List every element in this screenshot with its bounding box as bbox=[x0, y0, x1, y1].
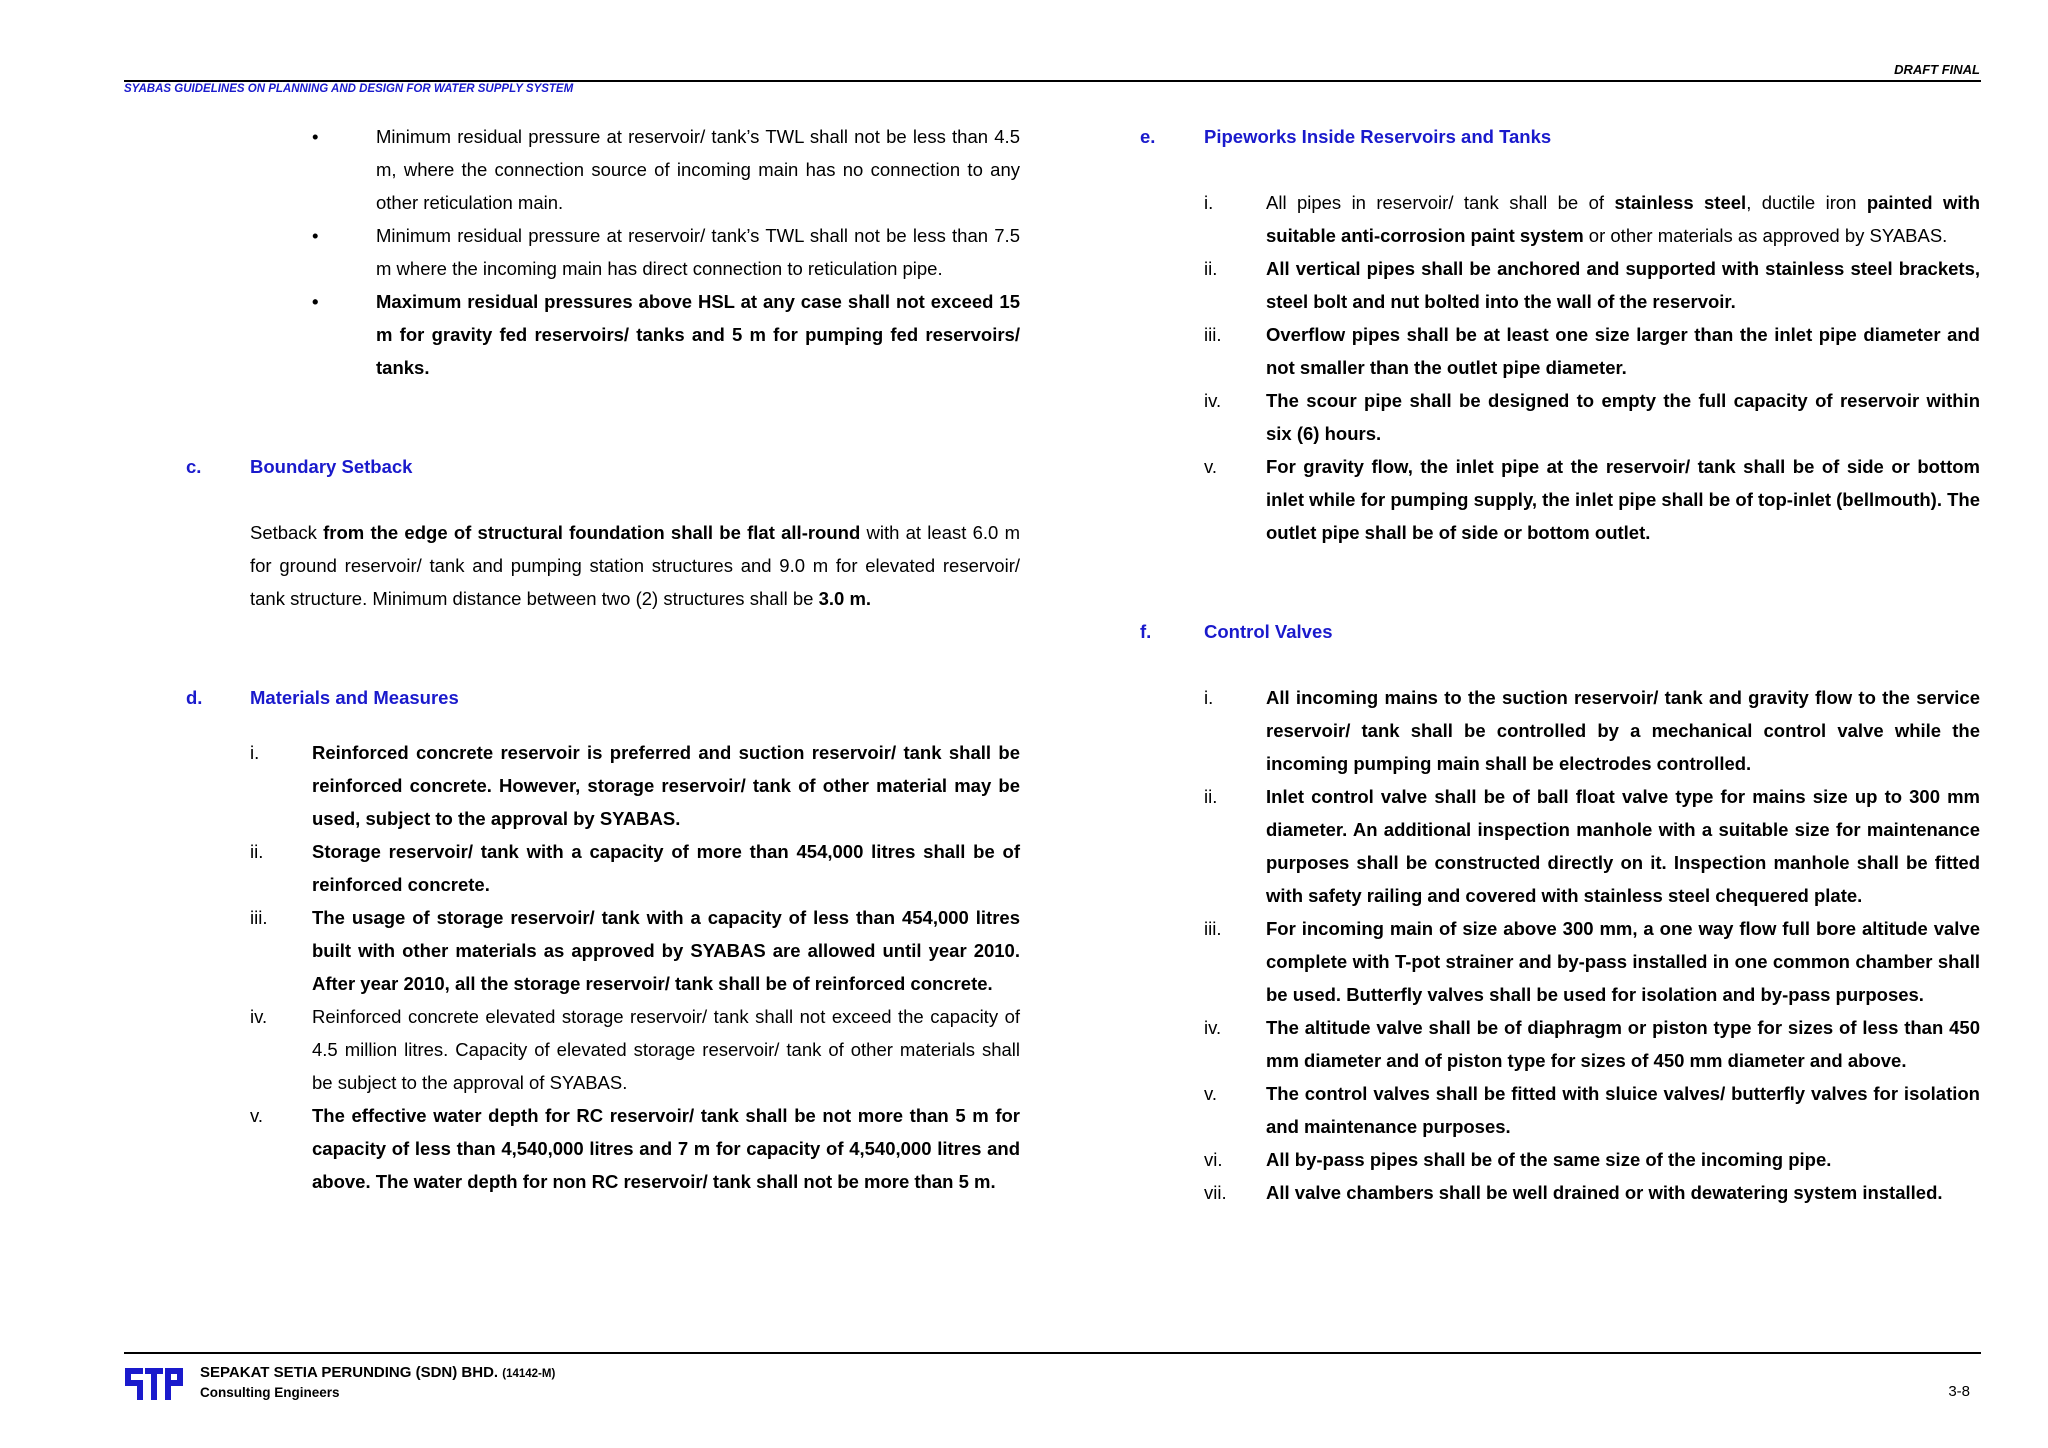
item-text: All pipes in reservoir/ tank shall be of bbox=[1266, 192, 1615, 213]
item-text: Overflow pipes shall be at least one size larger than the inlet pipe diameter and not smaller than the outlet pipe diameter. bbox=[1266, 324, 1980, 378]
section-title: Materials and Measures bbox=[250, 687, 459, 708]
list-item bbox=[1140, 186, 1980, 252]
item-number: v. bbox=[250, 1105, 264, 1126]
section-heading-materials-measures bbox=[124, 681, 1020, 714]
list-item bbox=[1140, 1143, 1980, 1176]
item-number: iv. bbox=[1204, 1017, 1222, 1038]
company-registration: (14142-M) bbox=[502, 1368, 556, 1380]
section-title: Boundary Setback bbox=[250, 456, 413, 477]
bullet-icon: • bbox=[312, 126, 319, 147]
item-number: ii. bbox=[1204, 258, 1218, 279]
item-number: vi. bbox=[1204, 1149, 1223, 1170]
item-number: v. bbox=[1204, 456, 1218, 477]
item-text: , ductile iron bbox=[1746, 192, 1867, 213]
item-text: or other materials as approved by SYABAS. bbox=[1583, 225, 1948, 246]
boundary-setback-paragraph bbox=[124, 516, 1020, 615]
bullet-item bbox=[124, 120, 1020, 219]
footer-company bbox=[200, 1364, 555, 1381]
item-text: The altitude valve shall be of diaphragm or piston type for sizes of less than 450 mm diameter and of piston type for sizes of 450 mm diameter and above. bbox=[1266, 1017, 1980, 1071]
item-text: Reinforced concrete elevated storage reservoir/ tank shall not exceed the capacity of 4.5 million litres. Capacity of elevated storage reservoir/ tank of other materials shall be subject to the approval of SYABAS. bbox=[312, 1006, 1020, 1093]
item-bold-text: stainless steel bbox=[1614, 192, 1747, 213]
footer-rule bbox=[124, 1352, 1981, 1354]
list-item bbox=[124, 1000, 1020, 1099]
item-number: iv. bbox=[1204, 390, 1222, 411]
item-text: Reinforced concrete reservoir is preferred and suction reservoir/ tank shall be reinforced concrete. However, storage reservoir/ tank of other material may be used, subject to the approval by SYABAS. bbox=[312, 742, 1020, 829]
item-text: Inlet control valve shall be of ball float valve type for mains size up to 300 mm diameter. An additional inspection manhole with a suitable size for maintenance purposes shall be constructed directly on it. Inspection manhole shall be fitted with safety railing and covered with stainless steel chequered plate. bbox=[1266, 786, 1980, 906]
item-text: The scour pipe shall be designed to empty the full capacity of reservoir within six (6) hours. bbox=[1266, 390, 1980, 444]
section-letter: c. bbox=[186, 456, 202, 477]
item-number: iii. bbox=[1204, 324, 1222, 345]
footer-subtitle: Consulting Engineers bbox=[200, 1385, 340, 1400]
section-letter: d. bbox=[186, 687, 203, 708]
list-item bbox=[1140, 450, 1980, 549]
bullet-text: Minimum residual pressure at reservoir/ tank’s TWL shall not be less than 7.5 m where the incoming main has direct connection to reticulation pipe. bbox=[376, 225, 1020, 279]
right-column bbox=[1140, 120, 1980, 1209]
paragraph-bold-text: from the edge of structural foundation shall be flat all-round bbox=[323, 522, 861, 543]
item-number: i. bbox=[250, 742, 260, 763]
item-text: For incoming main of size above 300 mm, a one way flow full bore altitude valve complete with T-pot strainer and by-pass installed in one common chamber shall be used. Butterfly valves shall be used for isolation and by-pass purposes. bbox=[1266, 918, 1980, 1005]
item-number: i. bbox=[1204, 687, 1214, 708]
item-number: i. bbox=[1204, 192, 1214, 213]
item-text: The usage of storage reservoir/ tank with a capacity of less than 454,000 litres built with other materials as approved by SYABAS are allowed until year 2010. After year 2010, all the storage reservoir/ tank shall be of reinforced concrete. bbox=[312, 907, 1020, 994]
item-text: All by-pass pipes shall be of the same size of the incoming pipe. bbox=[1266, 1149, 1832, 1170]
section-heading-control-valves bbox=[1140, 615, 1980, 648]
list-item bbox=[1140, 318, 1980, 384]
list-item bbox=[1140, 1176, 1980, 1209]
item-text: The control valves shall be fitted with sluice valves/ butterfly valves for isolation and maintenance purposes. bbox=[1266, 1083, 1980, 1137]
paragraph-bold-text: 3.0 m. bbox=[818, 588, 872, 609]
header-draft-label: DRAFT FINAL bbox=[1894, 62, 1980, 77]
company-logo-icon bbox=[125, 1368, 183, 1400]
header-document-title: SYABAS GUIDELINES ON PLANNING AND DESIGN FOR WATER SUPPLY SYSTEM bbox=[124, 83, 574, 95]
item-text: All valve chambers shall be well drained or with dewatering system installed. bbox=[1266, 1182, 1943, 1203]
item-number: vii. bbox=[1204, 1182, 1227, 1203]
section-letter: f. bbox=[1140, 621, 1152, 642]
left-column bbox=[124, 120, 1020, 1198]
item-text: The effective water depth for RC reservoir/ tank shall be not more than 5 m for capacity of less than 4,540,000 litres and 7 m for capacity of 4,540,000 litres and above. The water depth for non RC reservoir/ tank shall not be more than 5 m. bbox=[312, 1105, 1020, 1192]
bullet-icon: • bbox=[312, 291, 319, 312]
item-number: iii. bbox=[250, 907, 268, 928]
item-number: ii. bbox=[250, 841, 264, 862]
bullet-item bbox=[124, 219, 1020, 285]
paragraph-text: with at least 6.0 m for ground reservoir/ tank and pumping station structures and 9.0 m for elevated reservoir/ tank structure. Minimum distance between two (2) structures shall be bbox=[250, 522, 1020, 609]
item-bold-text: painted with suitable anti-corrosion paint system bbox=[1266, 192, 1980, 246]
paragraph-text: Setback bbox=[250, 522, 324, 543]
bullet-item bbox=[124, 285, 1020, 384]
section-title: Control Valves bbox=[1204, 621, 1333, 642]
list-item bbox=[1140, 780, 1980, 912]
section-title: Pipeworks Inside Reservoirs and Tanks bbox=[1204, 126, 1552, 147]
section-letter: e. bbox=[1140, 126, 1156, 147]
item-number: iii. bbox=[1204, 918, 1222, 939]
list-item bbox=[1140, 1011, 1980, 1077]
list-item bbox=[1140, 252, 1980, 318]
list-item bbox=[124, 835, 1020, 901]
list-item bbox=[1140, 912, 1980, 1011]
list-item bbox=[124, 1099, 1020, 1198]
item-number: iv. bbox=[250, 1006, 268, 1027]
list-item bbox=[1140, 681, 1980, 780]
item-text: All vertical pipes shall be anchored and supported with stainless steel brackets, steel bolt and nut bolted into the wall of the reservoir. bbox=[1266, 258, 1980, 312]
bullet-text: Minimum residual pressure at reservoir/ tank’s TWL shall not be less than 4.5 m, where the connection source of incoming main has no connection to any other reticulation main. bbox=[376, 126, 1020, 213]
item-number: ii. bbox=[1204, 786, 1218, 807]
bullet-icon: • bbox=[312, 225, 319, 246]
header-rule bbox=[124, 80, 1981, 82]
item-text: Storage reservoir/ tank with a capacity of more than 454,000 litres shall be of reinforced concrete. bbox=[312, 841, 1020, 895]
list-item bbox=[1140, 384, 1980, 450]
item-text: For gravity flow, the inlet pipe at the reservoir/ tank shall be of side or bottom inlet while for pumping supply, the inlet pipe shall be of top-inlet (bellmouth). The outlet pipe shall be of side or bottom outlet. bbox=[1266, 456, 1980, 543]
bullet-text: Maximum residual pressures above HSL at any case shall not exceed 15 m for gravity fed reservoirs/ tanks and 5 m for pumping fed reservoirs/ tanks. bbox=[376, 291, 1020, 378]
item-number: v. bbox=[1204, 1083, 1218, 1104]
list-item bbox=[124, 901, 1020, 1000]
item-text: All incoming mains to the suction reservoir/ tank and gravity flow to the service reservoir/ tank shall be controlled by a mechanical control valve while the incoming pumping main shall be electrodes controlled. bbox=[1266, 687, 1980, 774]
list-item bbox=[124, 736, 1020, 835]
section-heading-boundary-setback bbox=[124, 450, 1020, 483]
section-heading-pipeworks bbox=[1140, 120, 1980, 153]
list-item bbox=[1140, 1077, 1980, 1143]
page-number: 3-8 bbox=[1948, 1383, 1970, 1400]
company-name: SEPAKAT SETIA PERUNDING (SDN) BHD. bbox=[200, 1364, 499, 1381]
